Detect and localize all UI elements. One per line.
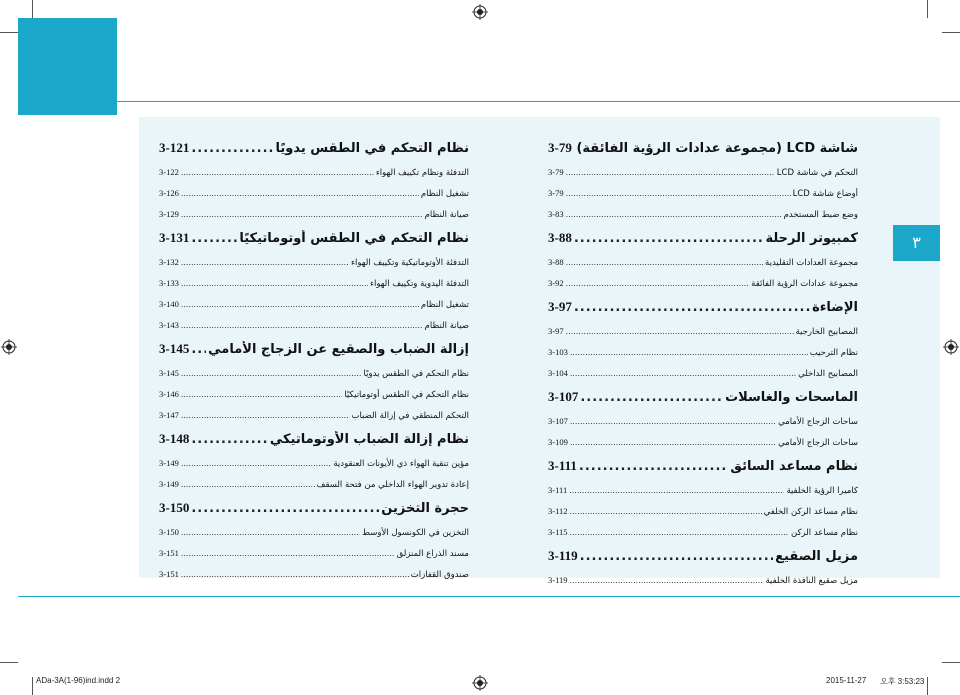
toc-entry-page: 3-126 <box>159 188 179 198</box>
toc-entry-title: مزيل صقيع النافذة الخلفية <box>765 576 858 586</box>
footer-time: 오후 3:53:23 <box>880 677 925 686</box>
toc-entry-title: مجموعة عدادات الرؤية الفائقة <box>751 279 858 289</box>
toc-entry-page: 3-119 <box>548 575 568 585</box>
dot-leader <box>191 342 206 357</box>
toc-entry-page: 3-133 <box>159 278 179 288</box>
toc-entry-page: 3-103 <box>548 347 568 357</box>
toc-entry-page: 3-149 <box>159 479 179 489</box>
toc-heading[interactable] <box>159 431 469 458</box>
dot-leader <box>580 549 774 564</box>
toc-entry-page: 3-146 <box>159 389 179 399</box>
crop-mark <box>0 662 18 663</box>
toc-entry[interactable] <box>548 347 858 368</box>
toc-entry[interactable] <box>159 320 469 341</box>
dot-leader <box>181 528 360 537</box>
toc-entry[interactable] <box>159 548 469 569</box>
toc-heading[interactable] <box>548 458 858 485</box>
toc-entry-page: 3-104 <box>548 368 568 378</box>
toc-entry-title: نظام إزالة الضباب الأوتوماتيكي <box>269 432 469 447</box>
crop-mark <box>942 662 960 663</box>
chapter-color-block <box>18 18 117 115</box>
toc-entry[interactable] <box>548 575 858 596</box>
toc-entry-title: التخزين في الكونسول الأوسط <box>362 528 469 538</box>
toc-entry[interactable] <box>548 506 858 527</box>
dot-leader <box>570 348 808 357</box>
toc-entry-page: 3-150 <box>159 527 179 537</box>
toc-entry-page: 3-131 <box>159 230 190 245</box>
toc-entry-title: التحكم في شاشة LCD <box>776 168 858 178</box>
dot-leader <box>181 321 423 330</box>
toc-column-left <box>159 140 469 590</box>
toc-heading[interactable] <box>159 230 469 257</box>
dot-leader <box>566 168 775 177</box>
toc-entry[interactable] <box>159 257 469 278</box>
footer-date: 2015-11-27 <box>826 676 867 685</box>
dot-leader <box>181 258 349 267</box>
toc-entry-title: صندوق القفازات <box>410 570 469 580</box>
toc-heading[interactable] <box>548 230 858 257</box>
toc-entry-page: 3-111 <box>548 485 568 495</box>
toc-entry-title: صيانة النظام <box>424 321 469 331</box>
toc-entry[interactable] <box>548 416 858 437</box>
toc-heading[interactable] <box>548 140 858 167</box>
toc-entry-title: كاميرا الرؤية الخلفية <box>786 486 858 496</box>
toc-entry[interactable] <box>548 278 858 299</box>
toc-entry-page: 3-149 <box>159 458 179 468</box>
toc-entry-page: 3-83 <box>548 209 564 219</box>
toc-entry[interactable] <box>159 209 469 230</box>
toc-entry-title: مسند الذراع المنزلق <box>396 549 469 559</box>
toc-entry-page: 3-140 <box>159 299 179 309</box>
toc-entry-page: 3-151 <box>159 548 179 558</box>
dot-leader <box>181 411 350 420</box>
toc-entry-title: نظام التحكم في الطقس أوتوماتيكيًا <box>239 231 469 246</box>
footer-rule <box>18 596 960 597</box>
dot-leader <box>181 369 362 378</box>
toc-entry-title: مؤين تنقية الهواء ذي الأيونات العنقودية <box>333 459 469 469</box>
toc-entry-title: تشغيل النظام <box>420 189 469 199</box>
toc-entry[interactable] <box>548 257 858 278</box>
toc-entry-title: نظام التحكم في الطقس يدويًا <box>275 141 469 156</box>
registration-mark-icon <box>943 339 959 355</box>
dot-leader <box>574 231 764 246</box>
toc-entry-page: 3-122 <box>159 167 179 177</box>
toc-entry[interactable] <box>548 209 858 230</box>
toc-entry-title: التدفئة الأوتوماتيكية وتكييف الهواء <box>351 258 469 268</box>
toc-entry-title: وضع ضبط المستخدم <box>783 210 858 220</box>
toc-heading[interactable] <box>159 500 469 527</box>
toc-entry-title: نظام التحكم في الطقس أوتوماتيكيًا <box>344 390 469 400</box>
toc-entry[interactable] <box>548 326 858 347</box>
toc-entry-page: 3-92 <box>548 278 564 288</box>
dot-leader <box>566 189 791 198</box>
toc-entry-title: إعادة تدوير الهواء الداخلي من فتحة السقف <box>316 480 469 490</box>
toc-entry-page: 3-145 <box>159 341 190 356</box>
toc-entry-title: إزالة الضباب والصقيع عن الزجاج الأمامي <box>208 342 469 357</box>
toc-entry-title: الماسحات والغاسلات <box>725 390 858 405</box>
dot-leader <box>191 432 267 447</box>
dot-leader <box>181 279 368 288</box>
toc-heading[interactable] <box>548 389 858 416</box>
toc-entry[interactable] <box>548 167 858 188</box>
toc-entry-title: ساحات الزجاج الأمامي <box>778 417 858 427</box>
toc-entry-page: 3-109 <box>548 437 568 447</box>
toc-entry-page: 3-151 <box>159 569 179 579</box>
dot-leader <box>570 507 762 516</box>
chapter-tab: ٣ <box>893 225 940 261</box>
crop-mark <box>927 677 928 695</box>
toc-entry[interactable] <box>548 485 858 506</box>
dot-leader <box>570 417 776 426</box>
dot-leader <box>181 300 419 309</box>
toc-entry-title: المصابيح الخارجية <box>795 327 858 337</box>
dot-leader <box>570 369 796 378</box>
dot-leader <box>191 231 237 246</box>
toc-entry[interactable] <box>159 368 469 389</box>
toc-entry-page: 3-79 <box>548 140 572 155</box>
toc-entry-page: 3-150 <box>159 500 190 515</box>
toc-entry-page: 3-88 <box>548 257 564 267</box>
toc-entry-title: صيانة النظام <box>424 210 469 220</box>
dot-leader <box>181 210 423 219</box>
registration-mark-icon <box>1 339 17 355</box>
toc-entry-page: 3-121 <box>159 140 190 155</box>
toc-entry-title: كمبيوتر الرحلة <box>765 231 858 246</box>
toc-entry-title: شاشة LCD (مجموعة عدادات الرؤية الفائقة) <box>576 141 858 156</box>
toc-entry-title: التدفئة ونظام تكييف الهواء <box>375 168 469 178</box>
dot-leader <box>574 141 575 156</box>
dot-leader <box>191 141 273 156</box>
toc-entry-title: أوضاع شاشة LCD <box>792 189 858 199</box>
crop-mark <box>942 32 960 33</box>
toc-entry-page: 3-129 <box>159 209 179 219</box>
toc-entry-page: 3-79 <box>548 167 564 177</box>
toc-entry-page: 3-145 <box>159 368 179 378</box>
dot-leader <box>570 438 776 447</box>
toc-heading[interactable] <box>548 548 858 575</box>
toc-entry-page: 3-143 <box>159 320 179 330</box>
toc-entry-title: الإضاءة <box>812 300 858 315</box>
toc-heading[interactable] <box>548 299 858 326</box>
dot-leader <box>579 459 728 474</box>
toc-entry-page: 3-119 <box>548 548 578 563</box>
dot-leader <box>566 279 750 288</box>
toc-entry-title: نظام الترحيب <box>809 348 858 358</box>
toc-entry-title: التدفئة اليدوية وتكييف الهواء <box>370 279 469 289</box>
toc-entry[interactable] <box>548 188 858 209</box>
toc-entry-title: المصابيح الداخلي <box>798 369 858 379</box>
toc-column-right <box>548 140 858 596</box>
header-rule <box>117 101 960 102</box>
dot-leader <box>191 501 379 516</box>
toc-entry-page: 3-148 <box>159 431 190 446</box>
toc-entry[interactable] <box>548 368 858 389</box>
dot-leader <box>566 258 763 267</box>
toc-entry[interactable] <box>548 437 858 458</box>
toc-entry[interactable] <box>159 479 469 500</box>
dot-leader <box>181 570 409 579</box>
dot-leader <box>569 486 784 495</box>
toc-heading[interactable] <box>159 341 469 368</box>
toc-entry-title: نظام مساعد الركن <box>790 528 858 538</box>
dot-leader <box>566 327 794 336</box>
toc-entry-title: مجموعة العدادات التقليدية <box>765 258 858 268</box>
toc-entry[interactable] <box>159 188 469 209</box>
toc-entry-title: نظام التحكم في الطقس يدويًا <box>363 369 469 379</box>
toc-entry-page: 3-107 <box>548 389 579 404</box>
toc-entry-title: حجرة التخزين <box>381 501 469 516</box>
toc-entry-page: 3-88 <box>548 230 572 245</box>
dot-leader <box>570 528 789 537</box>
registration-mark-icon <box>472 4 488 20</box>
toc-entry[interactable] <box>159 527 469 548</box>
dot-leader <box>580 390 723 405</box>
toc-entry-title: ساحات الزجاج الأمامي <box>778 438 858 448</box>
dot-leader <box>181 549 395 558</box>
toc-heading[interactable] <box>159 140 469 167</box>
toc-entry-title: تشغيل النظام <box>420 300 469 310</box>
dot-leader <box>566 210 782 219</box>
dot-leader <box>181 189 419 198</box>
toc-entry-page: 3-79 <box>548 188 564 198</box>
toc-entry-title: مزيل الصقيع <box>775 549 858 564</box>
dot-leader <box>181 168 374 177</box>
toc-entry[interactable] <box>159 569 469 590</box>
dot-leader <box>181 459 332 468</box>
toc-entry-page: 3-107 <box>548 416 568 426</box>
toc-entry-page: 3-147 <box>159 410 179 420</box>
dot-leader <box>181 390 342 399</box>
dot-leader <box>574 300 810 315</box>
toc-entry[interactable] <box>548 527 858 548</box>
toc-entry-page: 3-132 <box>159 257 179 267</box>
toc-entry-title: التحكم المنطقي في إزالة الضباب <box>351 411 469 421</box>
toc-entry-page: 3-111 <box>548 458 577 473</box>
toc-entry[interactable] <box>159 410 469 431</box>
toc-entry-page: 3-112 <box>548 506 568 516</box>
toc-entry-title: نظام مساعد السائق <box>730 459 858 474</box>
registration-mark-icon <box>472 675 488 691</box>
dot-leader <box>181 480 315 489</box>
toc-entry[interactable] <box>159 389 469 410</box>
footer-file: ADa-3A(1-96)ind.indd 2 <box>36 676 121 685</box>
toc-entry-page: 3-115 <box>548 527 568 537</box>
toc-entry[interactable] <box>159 299 469 320</box>
crop-mark <box>0 32 18 33</box>
toc-entry[interactable] <box>159 458 469 479</box>
dot-leader <box>570 576 764 585</box>
toc-entry-title: نظام مساعد الركن الخلفي <box>763 507 858 517</box>
crop-mark <box>927 0 928 18</box>
toc-entry-page: 3-97 <box>548 299 572 314</box>
toc-entry[interactable] <box>159 278 469 299</box>
crop-mark <box>32 677 33 695</box>
toc-entry-page: 3-97 <box>548 326 564 336</box>
crop-mark <box>32 0 33 18</box>
toc-entry[interactable] <box>159 167 469 188</box>
